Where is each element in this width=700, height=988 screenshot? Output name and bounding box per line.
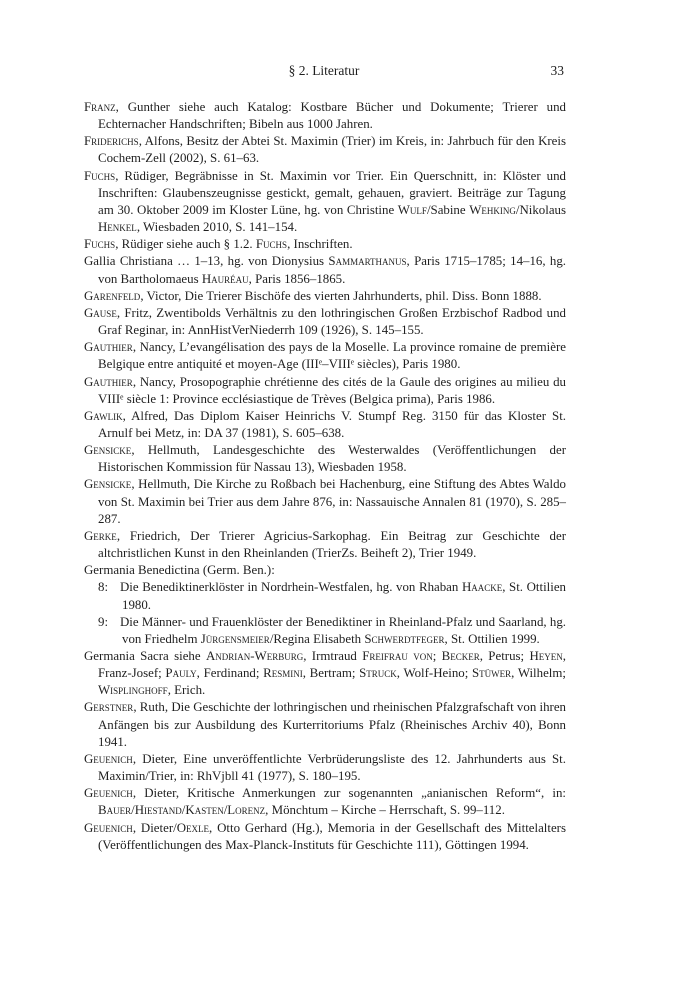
entry-text: /Regina Elisabeth xyxy=(269,631,365,646)
entry-text: , Nancy, Prosopographie chrétienne des cités de la Gaule des origines au milieu du VIIIᵉ siècle 1: Province ecclésiastique de Trèves (Belgica prima), Paris 1986. xyxy=(98,374,566,406)
bibliography-entry xyxy=(84,648,566,699)
author-name: Geuenich xyxy=(84,751,133,766)
bibliography-entry xyxy=(84,699,566,750)
entry-text: /Nikolaus xyxy=(515,202,567,217)
entry-text: , Dieter/ xyxy=(132,820,177,835)
entry-text: , Victor, Die Trierer Bischöfe des vierten Jahrhunderts, phil. Diss. Bonn 1888. xyxy=(140,288,542,303)
author-name: Oexle xyxy=(176,820,210,835)
volume-number: 9: xyxy=(98,614,109,629)
author-name: Wisplinghoff xyxy=(98,683,168,698)
author-name: Fuchs xyxy=(255,237,288,252)
entry-text: Die Benediktinerklöster in Nordrhein-Westfalen, hg. von Rhaban xyxy=(120,580,462,595)
bibliography-entry xyxy=(84,785,566,819)
bibliography-entry xyxy=(84,288,566,305)
author-name: Schwerdtfeger xyxy=(364,631,445,646)
entry-text: , Ruth, Die Geschichte der lothringischen und rheinischen Pfalzgrafschaft von ihren Anfängen bis zur Ausbildung des Kurterritoriums Pfalz (Rheinisches Archiv 40), Bonn 1941. xyxy=(98,700,566,749)
bibliography-entry xyxy=(84,408,566,442)
entry-text: /Sabine xyxy=(426,202,470,217)
entry-text: , St. Ottilien 1980. xyxy=(122,580,566,612)
entry-text: , Otto Gerhard (Hg.), Memoria in der Gesellschaft des Mittelalters (Veröffentlichungen des Max-Planck-Instituts für Geschichte 111), Göttingen 1994. xyxy=(98,820,566,852)
entry-text: , Fritz, Zwentibolds Verhältnis zu den lothringischen Großen Erzbischof Radbod und Graf Reginar, in: AnnHistVerNiederrh 109 (1926), S. 145–155. xyxy=(98,305,566,338)
bibliography-entry xyxy=(84,751,566,785)
entry-text: / xyxy=(131,803,135,818)
volume-number: 8: xyxy=(98,580,109,595)
bibliography-sub-entry xyxy=(84,579,566,613)
author-name: Geuenich xyxy=(84,820,133,835)
author-name: Pauly xyxy=(165,666,197,681)
bibliography-entry xyxy=(84,133,566,167)
entry-text: / xyxy=(181,803,186,818)
entry-text: , Franz-Josef; xyxy=(98,649,566,681)
author-name: Struck xyxy=(359,666,397,681)
author-name: Geuenich xyxy=(84,786,133,801)
entry-text: Germania Sacra siehe xyxy=(84,649,206,663)
author-name: Jürgensmeier xyxy=(200,631,270,646)
author-name: Sammarthanus xyxy=(328,254,407,269)
author-name: Freifrau von xyxy=(362,649,433,663)
author-name: Fuchs xyxy=(84,168,116,183)
bibliography-entry xyxy=(84,99,566,133)
entry-text: , Rüdiger, Begräbnisse in St. Maximin vor Trier. Ein Querschnitt, in: Klöster und Inschriften: Glaubenszeugnisse gestickt, gemalt, gehauen, graviert. Beiträge zur Tagung am 30. Oktober 2009 im Kloster Lüne, hg. von Christine xyxy=(98,168,566,217)
entry-text: , Wolf-Heino; xyxy=(396,666,472,681)
bibliography-entry xyxy=(84,339,566,373)
author-name: Resmini xyxy=(263,666,303,681)
entry-text: / xyxy=(223,803,228,818)
author-name: Lorenz xyxy=(227,803,266,818)
entry-text: Germania Benedictina (Germ. Ben.): xyxy=(84,563,275,578)
entry-text: Die Männer- und Frauenklöster der Benediktiner in Rheinland-Pfalz und Saarland, hg. von Friedhelm xyxy=(120,614,566,646)
page-header xyxy=(84,63,564,83)
author-name: Fuchs xyxy=(84,237,116,252)
author-name: Hiestand xyxy=(134,803,182,818)
author-name: Gauthier xyxy=(84,340,133,355)
bibliography-entry xyxy=(84,236,566,253)
entry-text: , Nancy, L’evangélisation des pays de la Moselle. La province romaine de première Belgique entre antiquité et moyen-Age (IIIᵉ–VIIIᵉ siècles), Paris 1980. xyxy=(98,340,566,372)
entry-text: , Hellmuth, Landesgeschichte des Westerwaldes (Veröffentlichungen der Historischen Kommission für Nassau 13), Wiesbaden 1958. xyxy=(98,443,566,475)
author-name: Hauréau xyxy=(201,271,249,286)
entry-text: , Rüdiger siehe auch § 1.2. xyxy=(115,237,256,252)
author-name: Heyen xyxy=(529,649,563,663)
entry-text: , Paris 1856–1865. xyxy=(248,271,346,286)
entry-text: Gallia Christiana … 1–13, hg. von Dionysius xyxy=(84,254,329,269)
bibliography-sub-entry xyxy=(84,614,566,648)
entry-text: , Bertram; xyxy=(302,666,360,681)
page-number: 33 xyxy=(550,63,564,78)
entry-text: , Friedrich, Der Trierer Agricius-Sarkophag. Ein Beitrag zur Geschichte der altchristlichen Kunst in den Rheinlanden (TrierZs. Beiheft 2), Trier 1949. xyxy=(98,528,566,561)
bibliography-entry xyxy=(84,442,566,476)
author-name: Henkel xyxy=(98,220,137,235)
entry-text: , Inschriften. xyxy=(287,237,353,252)
author-name: Gause xyxy=(84,305,117,320)
entry-text: , Paris 1715–1785; 14–16, hg. von Bartholomaeus xyxy=(98,254,567,286)
author-name: Haacke xyxy=(461,580,503,595)
bibliography-entry xyxy=(84,476,566,527)
bibliography-entry xyxy=(84,168,566,237)
author-name: Kasten xyxy=(185,803,224,818)
bibliography-list xyxy=(84,99,566,854)
author-name: Gerke xyxy=(84,528,117,543)
author-name: Wehking xyxy=(469,202,516,217)
entry-text: , Dieter, Eine unveröffentlichte Verbrüderungsliste des 12. Jahrhunderts aus St. Maximin/Trier, in: RhVjbll 41 (1977), S. 180–195. xyxy=(98,751,566,784)
author-name: Gensicke xyxy=(84,443,132,458)
entry-text: , Petrus; xyxy=(479,649,530,663)
entry-text: , Wiesbaden 2010, S. 141–154. xyxy=(136,220,298,235)
author-name: Garenfeld xyxy=(84,288,141,303)
bibliography-entry xyxy=(84,305,566,339)
entry-text: , Wilhelm; xyxy=(511,666,566,681)
bibliography-entry xyxy=(84,253,566,287)
author-name: Gauthier xyxy=(84,374,133,389)
bibliography-entry xyxy=(84,820,566,854)
entry-text: , Ferdinand; xyxy=(196,666,264,681)
entry-text: , Mönchtum – Kirche – Herrschaft, S. 99–112. xyxy=(265,803,505,818)
author-name: Andrian-Werburg xyxy=(205,649,304,663)
author-name: Friderichs xyxy=(84,134,139,149)
author-name: Gerstner xyxy=(84,700,134,715)
entry-text: , Irmtraud xyxy=(303,649,363,663)
author-name: Franz xyxy=(84,100,116,114)
entry-text: , Alfred, Das Diplom Kaiser Heinrichs V. Stumpf Reg. 3150 für das Kloster St. Arnulf bei Metz, in: DA 37 (1981), S. 605–638. xyxy=(98,408,566,440)
bibliography-entry xyxy=(84,562,566,579)
entry-text: , Dieter, Kritische Anmerkungen zur sogenannten „anianischen Reform“, in: xyxy=(132,786,566,801)
author-name: Becker xyxy=(441,649,480,663)
entry-text: , Erich. xyxy=(167,683,206,698)
author-name: Gensicke xyxy=(84,477,132,492)
entry-text: , St. Ottilien 1999. xyxy=(444,631,540,646)
entry-text: ; xyxy=(432,649,442,663)
entry-text: , Alfons, Besitz der Abtei St. Maximin (Trier) im Kreis, in: Jahrbuch für den Kreis Cochem-Zell (2002), S. 61–63. xyxy=(98,134,566,166)
bibliography-entry xyxy=(84,374,566,408)
bibliography-entry xyxy=(84,528,566,562)
running-title: § 2. Literatur xyxy=(288,63,360,78)
author-name: Gawlik xyxy=(84,408,123,423)
author-name: Stüwer xyxy=(471,666,512,681)
author-name: Bauer xyxy=(98,803,132,818)
author-name: Wulf xyxy=(397,202,427,217)
entry-text: , Gunther siehe auch Katalog: Kostbare Bücher und Dokumente; Trierer und Echternacher Handschriften; Bibeln aus 1000 Jahren. xyxy=(98,100,566,132)
entry-text: , Hellmuth, Die Kirche zu Roßbach bei Hachenburg, eine Stiftung des Abtes Waldo von St. Maximin bei Trier aus dem Jahre 876, in: Nassauische Annalen 81 (1970), S. 285–287. xyxy=(98,477,566,526)
